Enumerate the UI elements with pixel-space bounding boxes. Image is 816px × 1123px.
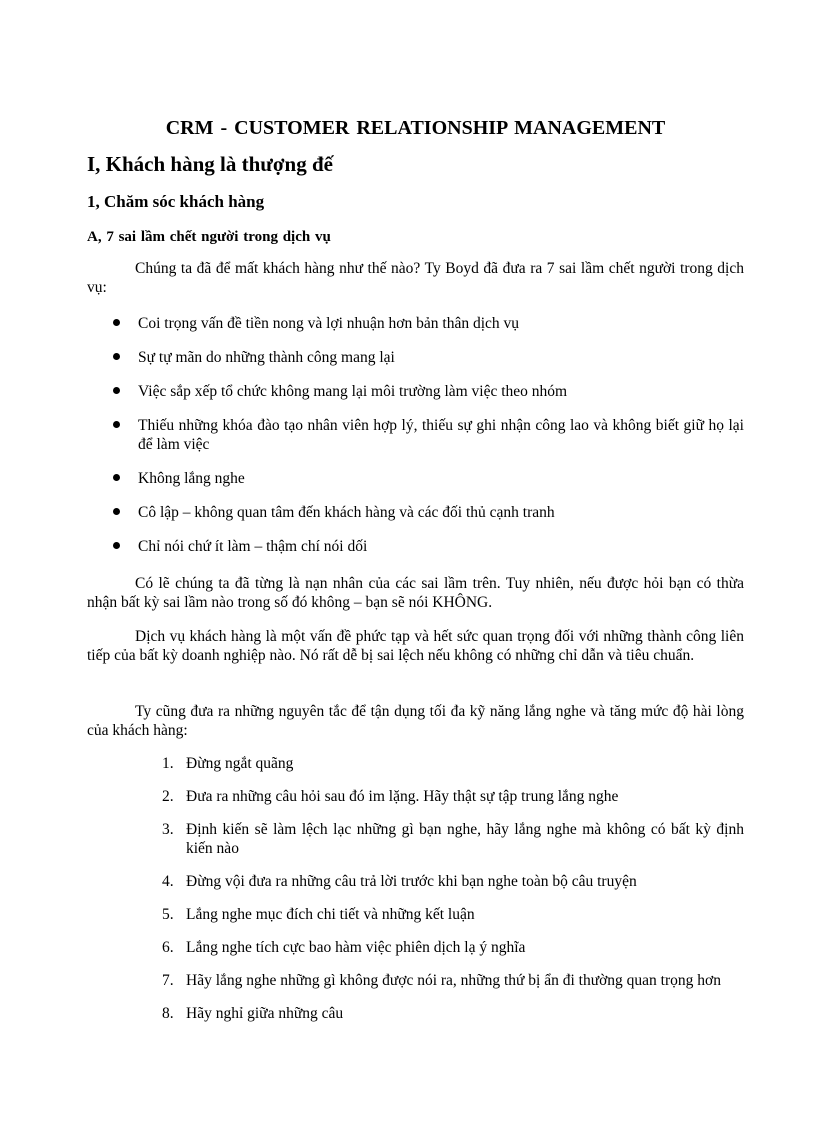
- bullet-icon: [113, 474, 120, 481]
- list-item: [87, 469, 744, 488]
- list-item-text: Lắng nghe mục đích chi tiết và những kết luận: [186, 906, 475, 923]
- list-item-text: Việc sắp xếp tổ chức không mang lại môi trường làm việc theo nhóm: [138, 383, 568, 400]
- list-number: 3.: [162, 821, 174, 838]
- list-item-text: Hãy nghỉ giữa những câu: [186, 1005, 344, 1022]
- bullet-icon: [113, 387, 120, 394]
- body-paragraph: Dịch vụ khách hàng là một vấn đề phức tạp và hết sức quan trọng đối với những thành công liên tiếp của bất kỳ doanh nghiệp nào. Nó rất dễ bị sai lệch nếu không có những chỉ dẫn và tiêu chuẩn.: [87, 628, 744, 664]
- list-item: [87, 905, 744, 924]
- listening-rules-list: [87, 754, 744, 1037]
- list-item: [87, 872, 744, 891]
- list-item: [87, 971, 744, 990]
- intro-paragraph: Chúng ta đã để mất khách hàng như thế nào? Ty Boyd đã đưa ra 7 sai lầm chết người trong dịch vụ:: [87, 260, 744, 296]
- list-item: [87, 416, 744, 454]
- mistakes-list: [87, 314, 744, 571]
- list-item-text: Đừng vội đưa ra những câu trả lời trước khi bạn nghe toàn bộ câu truyện: [186, 873, 637, 890]
- list-item-text: Định kiến sẽ làm lệch lạc những gì bạn nghe, hãy lắng nghe mà không có bất kỳ định kiến nào: [186, 821, 744, 857]
- list-item-text: Hãy lắng nghe những gì không được nói ra, những thứ bị ẩn đi thường quan trọng hơn: [186, 972, 721, 989]
- sub-subsection-heading: A, 7 sai lầm chết người trong dịch vụ: [87, 229, 331, 245]
- list-item: [87, 382, 744, 401]
- list-item-text: Lắng nghe tích cực bao hàm việc phiên dịch lạ ý nghĩa: [186, 939, 526, 956]
- list-item-text: Đừng ngắt quãng: [186, 755, 294, 772]
- list-item: [87, 938, 744, 957]
- list-number: 5.: [162, 906, 174, 923]
- list-item-text: Thiếu những khóa đào tạo nhân viên hợp lý, thiếu sự ghi nhận công lao và không biết giữ họ lại để làm việc: [138, 417, 744, 453]
- list-item: [87, 1004, 744, 1023]
- section-heading: I, Khách hàng là thượng đế: [87, 152, 333, 176]
- list-number: 1.: [162, 755, 174, 772]
- list-item-text: Không lắng nghe: [138, 470, 245, 487]
- bullet-icon: [113, 421, 120, 428]
- list-item-text: Chỉ nói chứ ít làm – thậm chí nói dối: [138, 538, 368, 555]
- subsection-heading: 1, Chăm sóc khách hàng: [87, 192, 265, 211]
- list-item: [87, 787, 744, 806]
- list-item: [87, 537, 744, 556]
- list-item-text: Coi trọng vấn đề tiền nong và lợi nhuận hơn bản thân dịch vụ: [138, 315, 520, 332]
- list-item: [87, 503, 744, 522]
- bullet-icon: [113, 319, 120, 326]
- list-item-text: Sự tự mãn do những thành công mang lại: [138, 349, 395, 366]
- bullet-icon: [113, 542, 120, 549]
- document-title: CRM - CUSTOMER RELATIONSHIP MANAGEMENT: [165, 117, 666, 139]
- body-paragraph: Có lẽ chúng ta đã từng là nạn nhân của các sai lầm trên. Tuy nhiên, nếu được hỏi bạn có thừa nhận bất kỳ sai lầm nào trong số đó không – bạn sẽ nói KHÔNG.: [87, 575, 744, 611]
- body-paragraph: Ty cũng đưa ra những nguyên tắc để tận dụng tối đa kỹ năng lắng nghe và tăng mức độ hài lòng của khách hàng:: [87, 703, 744, 739]
- list-number: 6.: [162, 939, 174, 956]
- list-number: 8.: [162, 1005, 174, 1022]
- list-item: [87, 314, 744, 333]
- list-number: 2.: [162, 788, 174, 805]
- list-number: 4.: [162, 873, 174, 890]
- list-item: [87, 754, 744, 773]
- list-item-text: Đưa ra những câu hỏi sau đó im lặng. Hãy thật sự tập trung lắng nghe: [186, 788, 619, 805]
- list-item-text: Cô lập – không quan tâm đến khách hàng và các đối thủ cạnh tranh: [138, 504, 555, 521]
- bullet-icon: [113, 508, 120, 515]
- bullet-icon: [113, 353, 120, 360]
- list-item: [87, 820, 744, 858]
- list-item: [87, 348, 744, 367]
- list-number: 7.: [162, 972, 174, 989]
